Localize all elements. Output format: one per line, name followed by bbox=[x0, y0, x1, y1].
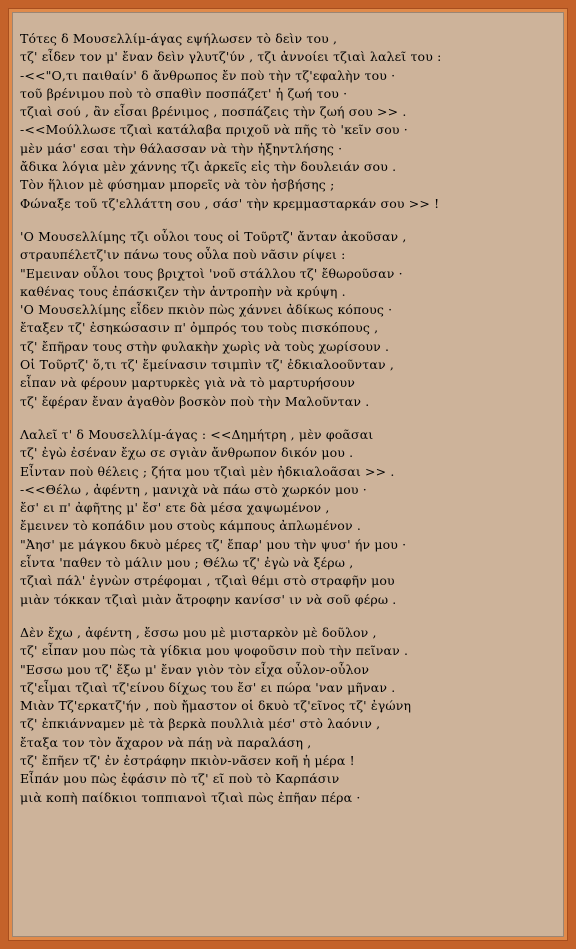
poem-line: Τότες δ Μουσελλίμ-άγας εψήλωσεν τὸ δεὶν του , bbox=[20, 31, 338, 46]
poem-line: τζ' ἐπκιάνναμεν μὲ τὰ βερκὰ πουλλιὰ μέσ' στὸ λαόνιν , bbox=[20, 716, 381, 732]
poem-line: τζιαὶ πάλ' ἐγνὼν στρέφομαι , τζιαὶ θέμι στὸ στραφῆν μου bbox=[20, 573, 395, 589]
poem-line: ἔταξεν τζ' ἐσηκώσασιν π' ὀμπρός του τοὺς πισκόπους , bbox=[20, 320, 379, 336]
poem-line: εἶντα 'παθεν τὸ μάλιν μου ; Θέλω τζ' ἐγὼ νὰ ξέρω , bbox=[20, 555, 354, 571]
poem-line: Οἱ Τοῦρτζ' ὅ,τι τζ' ἔμείνασιν τσιμπὶν τζ' ἐδκιαλοοῦνταν , bbox=[20, 357, 394, 373]
poem-line: τζιαὶ σού , ἂν εἶσαι βρένιμος , ποσπάζεις τὴν ζωή σου >> . bbox=[20, 104, 407, 120]
poem-line: "Εμειναν οὖλοι τους βριχτοὶ 'νοῦ στάλλου τζ' ἔθωροῦσαν · bbox=[20, 265, 403, 281]
poem-line: "Εσσω μου τζ' ἔξω μ' ἔναν γιὸν τὸν εἶχα οὖλον-οὖλον bbox=[20, 661, 370, 677]
stanza-4 bbox=[20, 624, 560, 807]
poem-line: -<<Θέλω , ἀφέντη , μανιχὰ νὰ πάω στὸ χωρκόν μου · bbox=[20, 481, 367, 497]
poem-line: "Ἀησ' με μάγκου δκυὸ μέρες τζ' ἔπαρ' μου τὴν ψυσ' ήν μου · bbox=[20, 536, 407, 552]
poem-line: μὲν μάσ' εσαι τὴν θάλασσαν νὰ τὴν ἠξηντλήσης · bbox=[20, 140, 343, 156]
stanza-1 bbox=[20, 30, 560, 213]
poem-line: Μιὰν Τζ'ερκατζ'ήν , ποὺ ἤμαστον οἱ δκυὸ τζ'εῖνος τζ' ἐγώνη bbox=[20, 698, 412, 714]
poem-line: εἶπαν νὰ φέρουν μαρτυρκὲς γιὰ νὰ τὸ μαρτυρήσουν bbox=[20, 375, 355, 391]
poem-line: τζ'εἶμαι τζιαὶ τζ'είνου δίχως του ἔσ' ει πώρα 'ναν μῆναν . bbox=[20, 679, 396, 695]
poem-line: μιὰ κοπὴ παίδκιοι τοππιανοὶ τζιαὶ πὼς ἐπῆαν πέρα · bbox=[20, 789, 361, 805]
poem-line: Λαλεῖ τ' δ Μουσελλίμ-άγας : <<Δημήτρη , μὲν φοᾶσαι bbox=[20, 426, 374, 442]
poem-line: τζ' ἐγὼ ἐσέναν ἔχω σε σγιὰν ἄνθρωπον δικόν μου . bbox=[20, 445, 354, 461]
poem-line: ἔταξα τον τὸν ἄχαρον νὰ πάῃ νὰ παραλάση , bbox=[20, 734, 312, 750]
poem-line: καθένας τους ἐπάσκιζεν τὴν ἀντροπὴν νὰ κρύψη . bbox=[20, 283, 346, 299]
poem-line: στραυπέλετζ'ιν πάνω τους οὖλα ποὺ νᾶσιν ρίψει : bbox=[20, 247, 346, 263]
poem-line: Εἶνταν ποὺ θέλεις ; ζήτα μου τζιαὶ μὲν ἠδκιαλοᾶσαι >> . bbox=[20, 463, 395, 479]
poem-line: ἔμεινεν τὸ κοπάδιν μου στοὺς κάμπους ἀπλωμένον . bbox=[20, 518, 361, 534]
poem-line: τζ' ἔπῆεν τζ' ἐν ἐστράφην πκιὸν-νᾶσεν κοῆ ἡ μέρα ! bbox=[20, 752, 355, 768]
poem-line: Φώναξε τοῦ τζ'ελλάττη σου , σάσ' τὴν κρεμμασταρκάν σου >> ! bbox=[20, 195, 440, 211]
poem-body bbox=[20, 30, 560, 822]
poem-line: τζ' ἔπῆραν τους στὴν φυλακὴν χωρὶς νὰ τοὺς χωρίσουν . bbox=[20, 338, 390, 354]
poem-line: -<<"Ο,τι παιθαίν' δ ἄνθρωπος ἔν ποὺ τὴν τζ'εφαλὴν του · bbox=[20, 67, 396, 83]
poem-line: Τὸν ἥλιον μὲ φύσημαν μπορεῖς νὰ τὸν ἠσβήσης ; bbox=[20, 177, 335, 193]
poem-line: ἔσ' ει π' ἀφῆτης μ' ἔσ' ετε δὰ μέσα χαψωμένον , bbox=[20, 500, 330, 516]
poem-line: Δὲν ἔχω , ἀφέντη , ἔσσω μου μὲ μισταρκὸν μὲ δοῦλον , bbox=[20, 624, 377, 640]
poem-line: 'Ο Μουσελλίμης εἶδεν πκιὸν πὼς χάννει ἀδίκως κόπους · bbox=[20, 302, 393, 318]
poem-line: 'Ο Μουσελλίμης τζι οὖλοι τους οἱ Τοῦρτζ' ἄνταν ἀκοῦσαν , bbox=[20, 228, 407, 244]
poem-line: ἄδικα λόγια μὲν χάννης τζι ἀρκεῖς εἰς τὴν δουλειάν σου . bbox=[20, 159, 397, 175]
stanza-2 bbox=[20, 228, 560, 411]
poem-line: τζ' ἔφέραν ἔναν ἀγαθὸν βοσκὸν ποὺ τὴν Μαλοῦνταν . bbox=[20, 393, 370, 409]
poem-line: τζ' εἶπαν μου πὼς τὰ γίδκια μου ψοφοῦσιν ποὺ τὴν πεῖναν . bbox=[20, 643, 409, 659]
poem-line: μιὰν τόκκαν τζιαὶ μιὰν ἄτροφην κανίσσ' ιν νὰ σοῦ φέρω . bbox=[20, 591, 397, 607]
stanza-3 bbox=[20, 426, 560, 609]
poem-line: -<<Μούλλωσε τζιαὶ κατάλαβα πριχοῦ νὰ πῆς τὸ 'κεῖν σου · bbox=[20, 122, 408, 138]
poem-line: Εἶπάν μου πὼς ἐφάσιν πὸ τζ' εῖ ποὺ τὸ Καρπάσιν bbox=[20, 771, 340, 787]
poem-line: τοῦ βρένιμου ποὺ τὸ σπαθὶν ποσπάζετ' ἡ ζωή του · bbox=[20, 85, 348, 101]
poem-line: τζ' εἶδεν τον μ' ἔναν δεὶν γλυτζ'ύν , τζι ἀννοίει τζιαὶ λαλεῖ του : bbox=[20, 49, 442, 65]
